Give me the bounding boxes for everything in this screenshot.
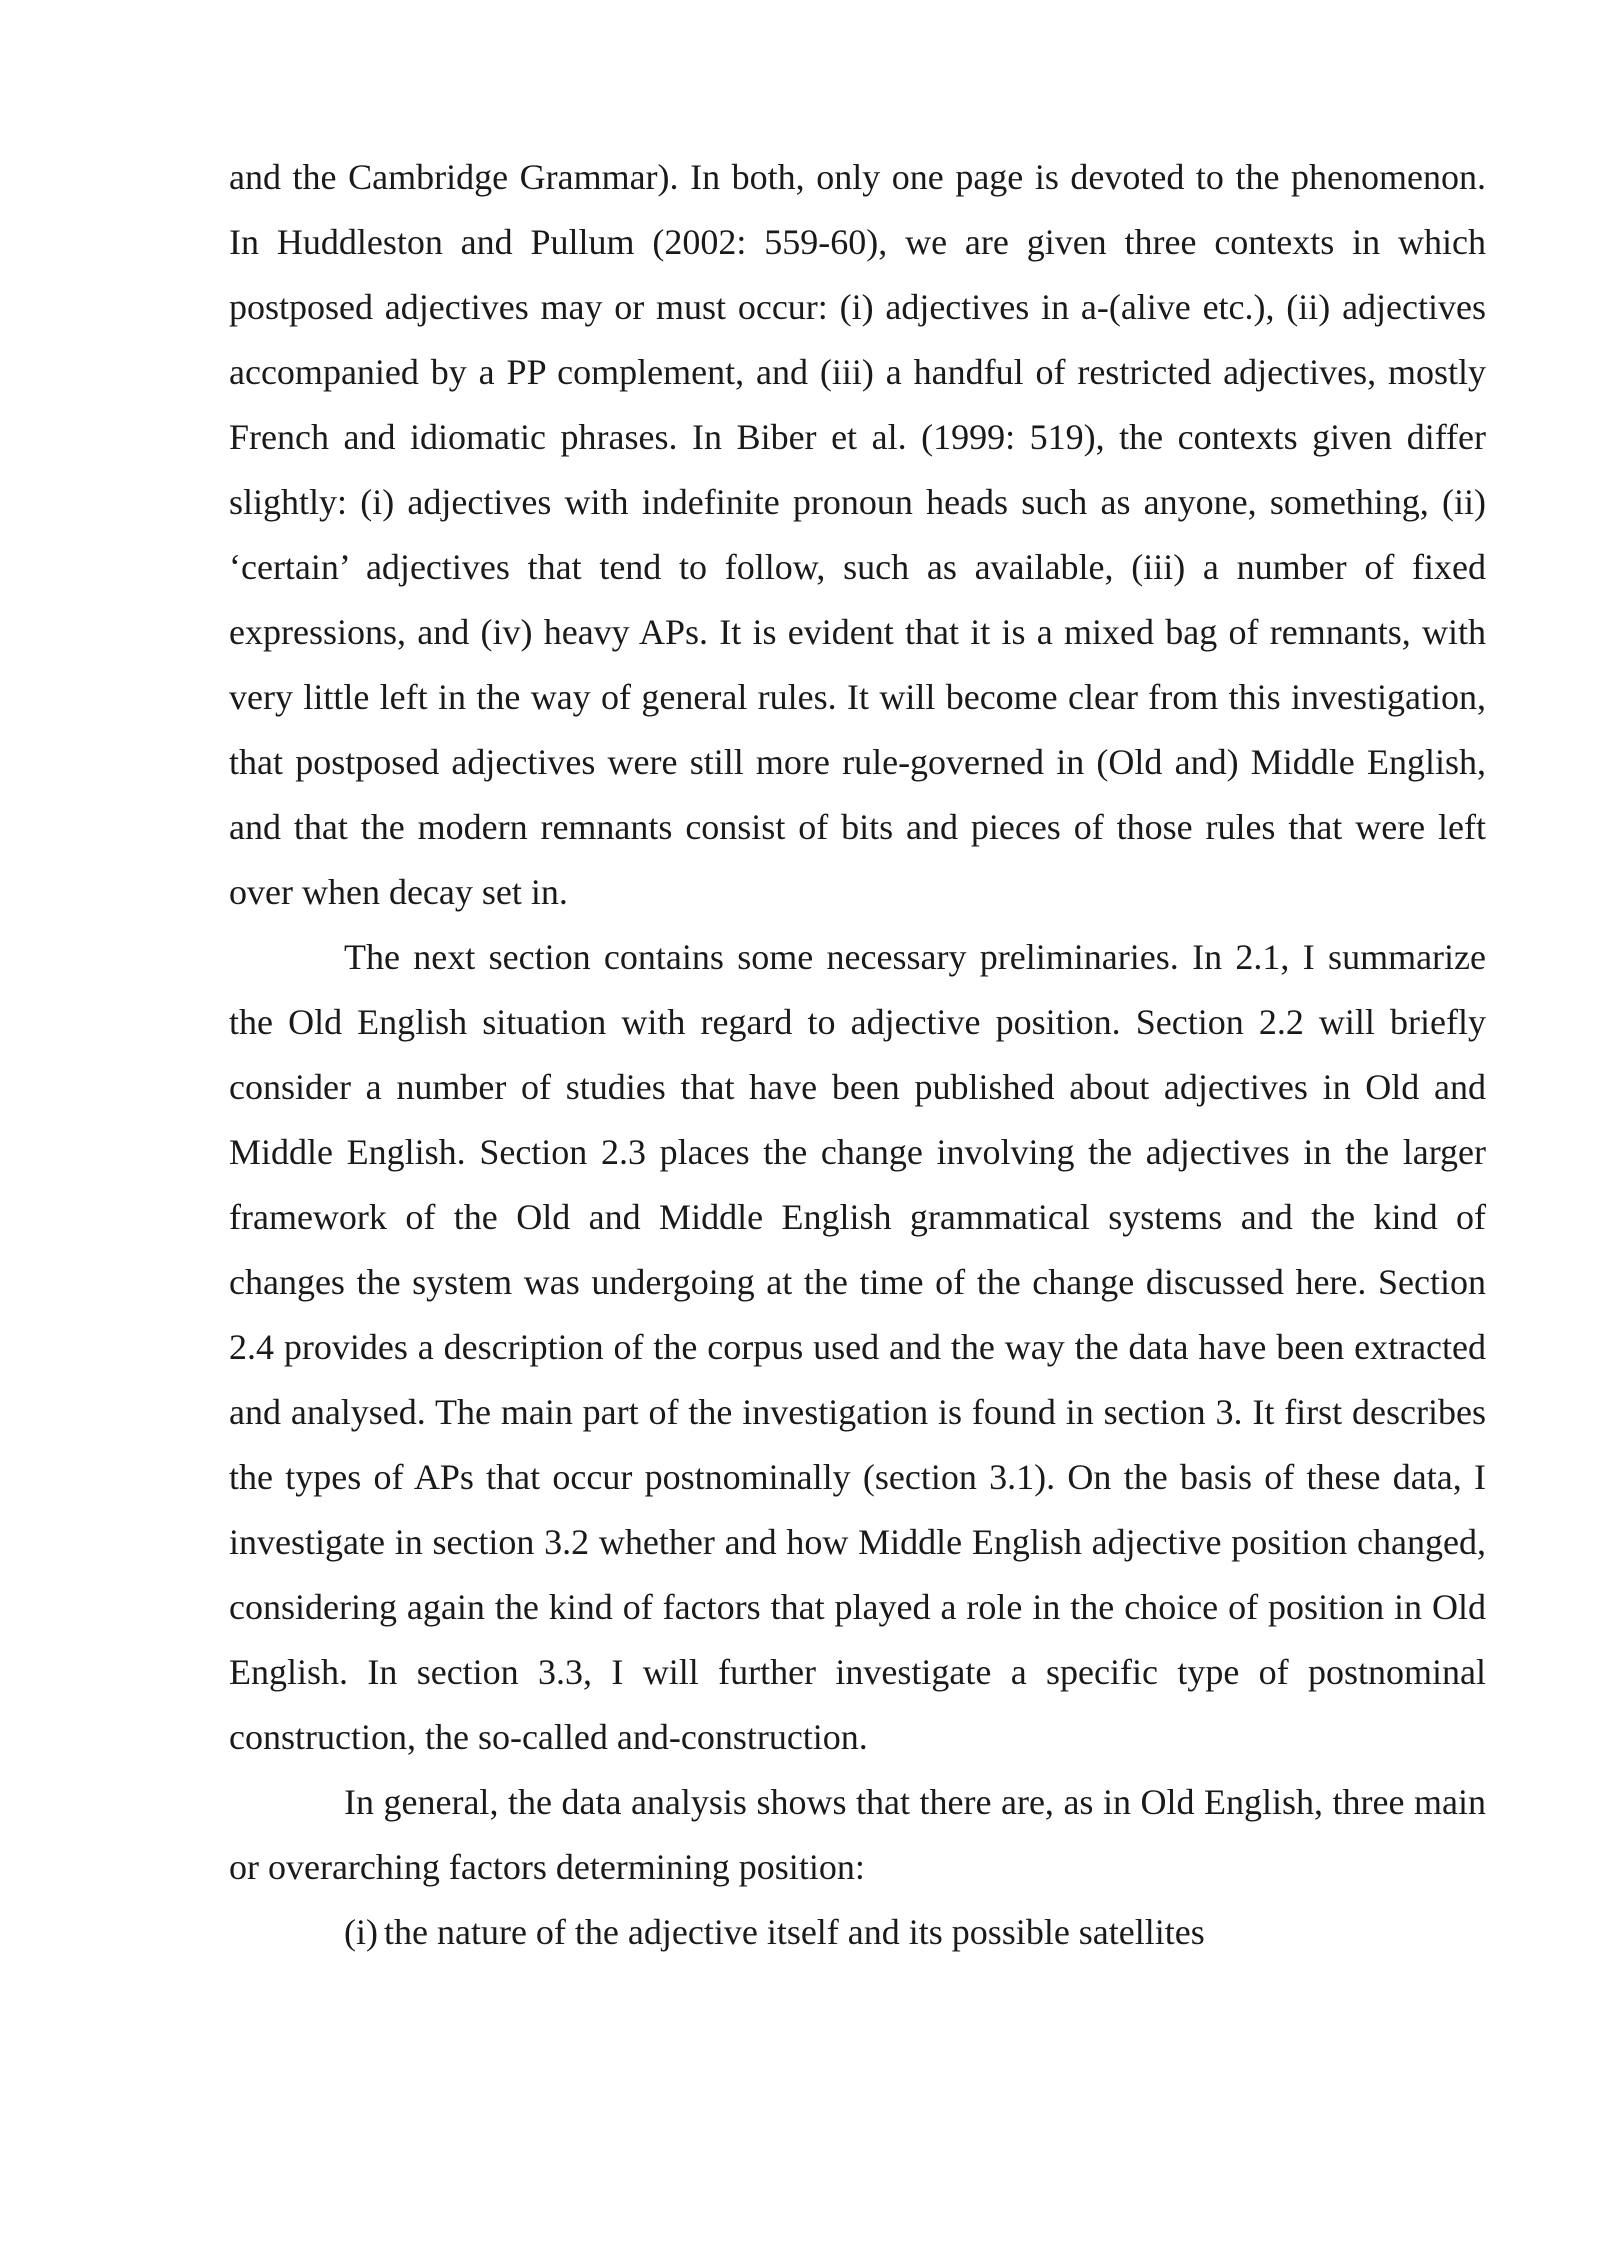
list-item-text: the nature of the adjective itself and its possible satellites bbox=[384, 1912, 1205, 1952]
paragraph-continuation: and the Cambridge Grammar). In both, only one page is devoted to the phenomenon. In Huddleston and Pullum (2002: 559-60), we are given three contexts in which postposed adjectives may or must occur: (i) adjectives in a-(alive etc.), (ii) adjectives accompanied by a PP complement, and (iii) a handful of restricted adjectives, mostly French and idiomatic phrases. In Biber et al. (1999: 519), the contexts given differ slightly: (i) adjectives with indefinite pronoun heads such as anyone, something, (ii) ‘certain’ adjectives that tend to follow, such as available, (iii) a number of fixed expressions, and (iv) heavy APs. It is evident that it is a mixed bag of remnants, with very little left in the way of general rules. It will become clear from this investigation, that postposed adjectives were still more rule-governed in (Old and) Middle English, and that the modern remnants consist of bits and pieces of those rules that were left over when decay set in. bbox=[229, 157, 1486, 912]
body-text bbox=[229, 145, 1486, 1965]
list-marker: (i) bbox=[344, 1912, 378, 1952]
paragraph-section-overview: The next section contains some necessary preliminaries. In 2.1, I summarize the Old English situation with regard to adjective position. Section 2.2 will briefly consider a number of studies that have been published about adjectives in Old and Middle English. Section 2.3 places the change involving the adjectives in the larger framework of the Old and Middle English grammatical systems and the kind of changes the system was undergoing at the time of the change discussed here. Section 2.4 provides a description of the corpus used and the way the data have been extracted and analysed. The main part of the investigation is found in section 3. It first describes the types of APs that occur postnominally (section 3.1). On the basis of these data, I investigate in section 3.2 whether and how Middle English adjective position changed, considering again the kind of factors that played a role in the choice of position in Old English. In section 3.3, I will further investigate a specific type of postnominal construction, the so-called and-construction. bbox=[229, 937, 1486, 1757]
list-item bbox=[229, 1900, 1486, 1965]
paragraph-general-findings: In general, the data analysis shows that there are, as in Old English, three main or overarching factors determining position: bbox=[229, 1782, 1486, 1887]
